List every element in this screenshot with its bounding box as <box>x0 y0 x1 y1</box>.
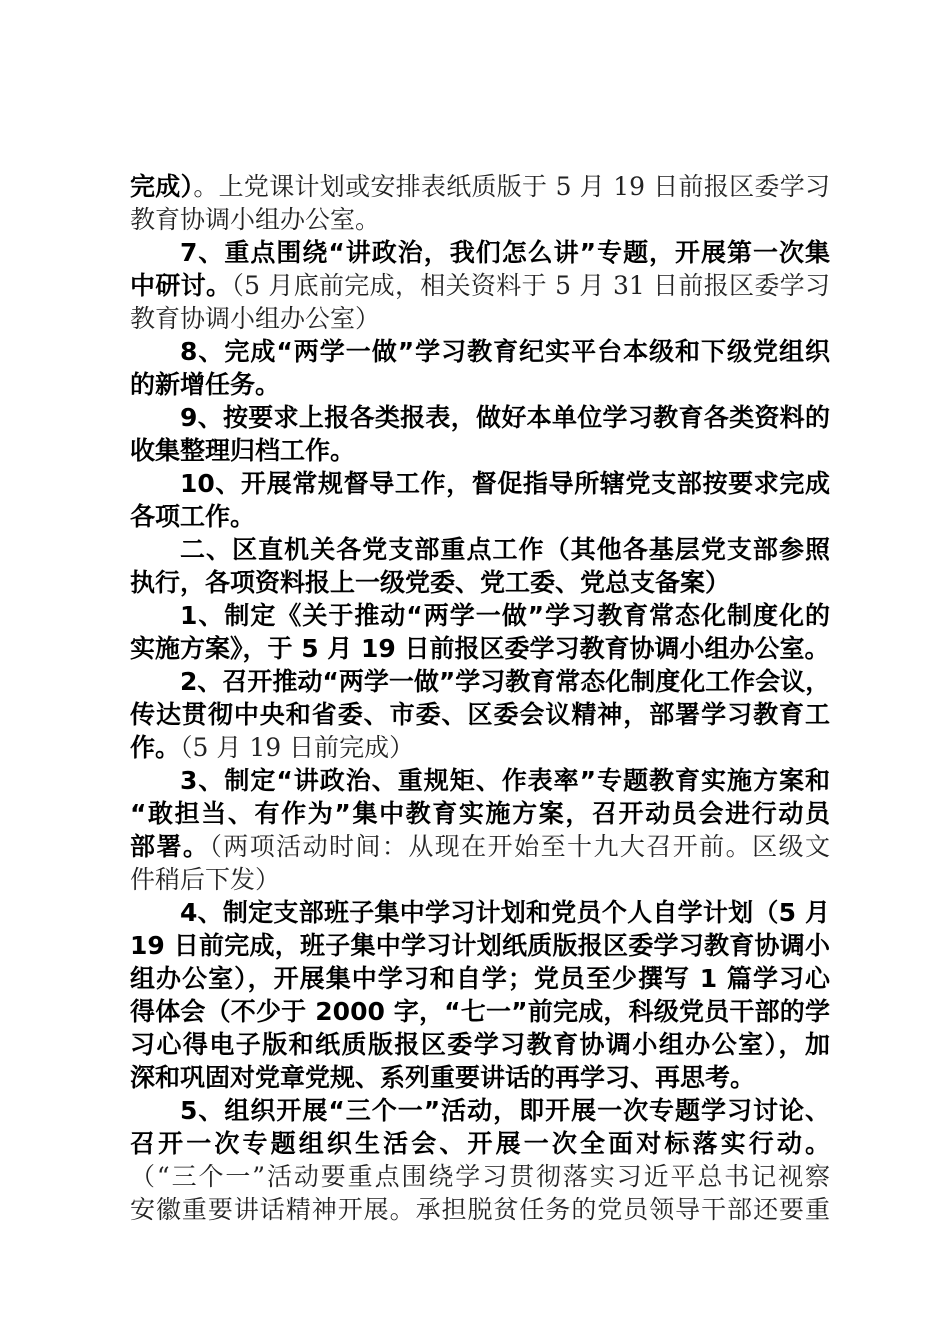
text-line <box>130 269 830 302</box>
text-segment: 作。 <box>130 733 181 762</box>
text-segment: 召开一次专题组织生活会、开展一次全面对标落实行动。 <box>130 1129 830 1158</box>
text-line <box>130 1127 830 1160</box>
text-line <box>130 599 830 632</box>
text-segment: 教育协调小组办公室） <box>130 304 381 333</box>
text-segment: （两项活动时间：从现在开始至十九大召开前。区级文 <box>209 832 830 861</box>
text-segment: 部署。 <box>130 832 210 861</box>
text-line <box>130 170 830 203</box>
text-line <box>130 896 830 929</box>
text-line <box>130 1193 830 1226</box>
text-segment: 实施方案》，于 5 月 19 日前报区委学习教育协调小组办公室。 <box>130 634 830 663</box>
text-segment: 4、制定支部班子集中学习计划和党员个人自学计划（5 月 <box>180 898 830 927</box>
text-line <box>130 335 830 368</box>
text-segment: 8、完成“两学一做”学习教育纪实平台本级和下级党组织 <box>180 337 830 366</box>
text-line <box>130 368 830 401</box>
text-line <box>130 632 830 665</box>
text-line <box>130 797 830 830</box>
text-line <box>130 434 830 467</box>
text-segment: “敢担当、有作为”集中教育实施方案，召开动员会进行动员 <box>130 799 830 828</box>
text-segment: 执行，各项资料报上一级党委、党工委、党总支备案） <box>130 568 731 597</box>
text-line <box>130 203 830 236</box>
text-segment: （5 月 19 日前完成） <box>180 733 415 762</box>
text-line <box>130 500 830 533</box>
text-line <box>130 1094 830 1127</box>
text-segment: 教育协调小组办公室。 <box>130 205 381 234</box>
text-line <box>130 533 830 566</box>
text-line <box>130 401 830 434</box>
text-segment: （5 月底前完成，相关资料于 5 月 31 日前报区委学习 <box>231 271 830 300</box>
text-line <box>130 863 830 896</box>
text-segment: 收集整理归档工作。 <box>130 436 356 465</box>
text-segment: 件稍后下发） <box>130 865 281 894</box>
text-segment: 7、重点围绕“讲政治，我们怎么讲”专题，开展第一次集 <box>180 238 830 267</box>
text-line <box>130 830 830 863</box>
text-line <box>130 962 830 995</box>
text-segment: 的新增任务。 <box>130 370 281 399</box>
text-segment: 1、制定《关于推动“两学一做”学习教育常态化制度化的 <box>180 601 830 630</box>
text-segment: 9、按要求上报各类报表，做好本单位学习教育各类资料的 <box>180 403 830 432</box>
text-line <box>130 566 830 599</box>
text-segment: 完成） <box>130 172 194 201</box>
text-line <box>130 1028 830 1061</box>
text-line <box>130 467 830 500</box>
text-segment: 10、开展常规督导工作，督促指导所辖党支部按要求完成 <box>180 469 830 498</box>
text-line <box>130 698 830 731</box>
text-line <box>130 1160 830 1193</box>
text-segment: 组办公室），开展集中学习和自学；党员至少撰写 1 篇学习心 <box>130 964 830 993</box>
text-segment: 各项工作。 <box>130 502 256 531</box>
text-segment: 5、组织开展“三个一”活动，即开展一次专题学习讨论、 <box>180 1096 830 1125</box>
text-segment: 3、制定“讲政治、重规矩、作表率”专题教育实施方案和 <box>180 766 830 795</box>
text-segment: 中研讨。 <box>130 271 232 300</box>
text-line <box>130 302 830 335</box>
text-line <box>130 236 830 269</box>
text-line <box>130 929 830 962</box>
text-line <box>130 731 830 764</box>
text-segment: 。上党课计划或安排表纸质版于 5 月 19 日前报区委学习 <box>193 172 830 201</box>
text-segment: 传达贯彻中央和省委、市委、区委会议精神，部署学习教育工 <box>130 700 830 729</box>
text-segment: 19 日前完成，班子集中学习计划纸质版报区委学习教育协调小 <box>130 931 830 960</box>
text-line <box>130 1061 830 1094</box>
text-line <box>130 995 830 1028</box>
text-segment: 安徽重要讲话精神开展。承担脱贫任务的党员领导干部还要重 <box>130 1195 830 1224</box>
text-line <box>130 764 830 797</box>
text-segment: 二、区直机关各党支部重点工作（其他各基层党支部参照 <box>180 535 830 564</box>
text-segment: 2、召开推动“两学一做”学习教育常态化制度化工作会议， <box>180 667 830 696</box>
text-segment: （“三个一”活动要重点围绕学习贯彻落实习近平总书记视察 <box>130 1162 830 1191</box>
text-segment: 得体会（不少于 2000 字，“七一”前完成，科级党员干部的学 <box>130 997 830 1026</box>
document-page <box>130 170 830 1226</box>
text-line <box>130 665 830 698</box>
text-segment: 习心得电子版和纸质版报区委学习教育协调小组办公室），加 <box>130 1030 830 1059</box>
text-segment: 深和巩固对党章党规、系列重要讲话的再学习、再思考。 <box>130 1063 756 1092</box>
